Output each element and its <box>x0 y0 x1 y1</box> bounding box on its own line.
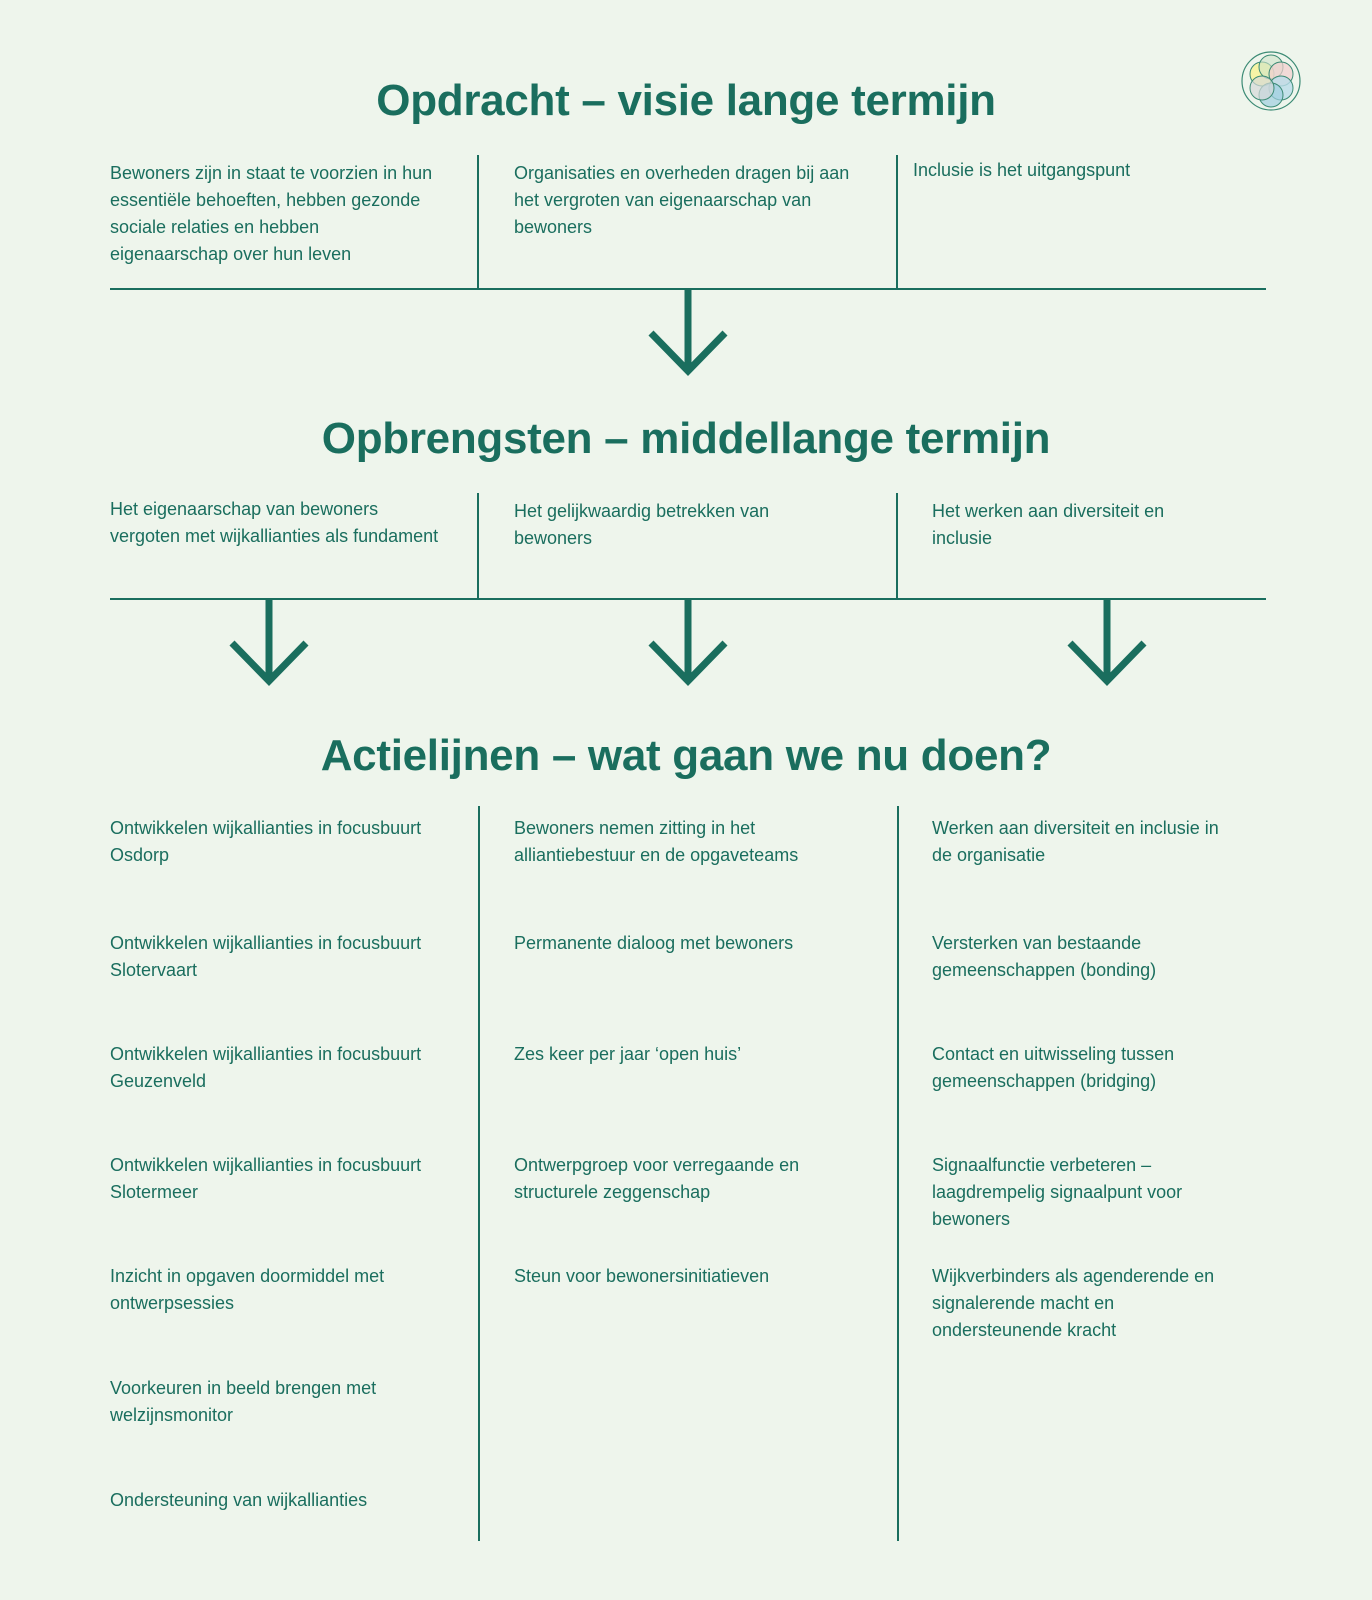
action-item: Ontwikkelen wijkallianties in focusbuurt Osdorp <box>110 818 422 865</box>
column-divider <box>897 806 899 1541</box>
column-divider <box>896 493 898 599</box>
action-item: Zes keer per jaar ‘open huis’ <box>514 1044 742 1064</box>
action-item: Permanente dialoog met bewoners <box>514 933 794 953</box>
action-item: Inzicht in opgaven doormiddel met ontwerpsessies <box>110 1266 385 1313</box>
opdracht-column-3: Inclusie is het uitgangspunt <box>913 160 1131 180</box>
action-item: Wijkverbinders als agenderende en signalerende macht en ondersteunende kracht <box>932 1266 1215 1340</box>
arrow-down-icon <box>1067 599 1147 689</box>
action-item: Ontwikkelen wijkallianties in focusbuurt Geuzenveld <box>110 1044 422 1091</box>
arrow-down-icon <box>648 599 728 689</box>
column-divider <box>477 493 479 599</box>
action-item: Signaalfunctie verbeteren – laagdrempelig signaalpunt voor bewoners <box>932 1155 1183 1229</box>
opdracht-column-1: Bewoners zijn in staat te voorzien in hun essentiële behoeften, hebben gezonde sociale relaties en hebben eigenaarschap over hun leven <box>110 163 433 264</box>
action-item: Versterken van bestaande gemeenschappen (bonding) <box>932 933 1157 980</box>
action-item: Ontwikkelen wijkallianties in focusbuurt Slotermeer <box>110 1155 422 1202</box>
action-item: Bewoners nemen zitting in het alliantiebestuur en de opgaveteams <box>514 818 799 865</box>
arrow-down-icon <box>648 289 728 379</box>
action-item: Steun voor bewonersinitiatieven <box>514 1266 770 1286</box>
section-title-opdracht: Opdracht – visie lange termijn <box>376 76 996 125</box>
opdracht-column-2: Organisaties en overheden dragen bij aan het vergroten van eigenaarschap van bewoners <box>514 163 850 237</box>
action-item: Werken aan diversiteit en inclusie in de organisatie <box>932 818 1219 865</box>
action-item: Voorkeuren in beeld brengen met welzijnsmonitor <box>110 1378 377 1425</box>
action-item: Contact en uitwisseling tussen gemeenschappen (bridging) <box>932 1044 1175 1091</box>
opbrengsten-column-1: Het eigenaarschap van bewoners vergoten met wijkallianties als fundament <box>110 499 439 546</box>
column-divider <box>478 806 480 1541</box>
section-title-opbrengsten: Opbrengsten – middellange termijn <box>321 414 1051 463</box>
column-divider <box>477 155 479 289</box>
action-item: Ontwikkelen wijkallianties in focusbuurt Slotervaart <box>110 933 422 980</box>
column-divider <box>896 155 898 289</box>
action-item: Ondersteuning van wijkallianties <box>110 1490 368 1510</box>
section-title-actielijnen: Actielijnen – wat gaan we nu doen? <box>320 731 1052 780</box>
arrow-down-icon <box>229 599 309 689</box>
action-item: Ontwerpgroep voor verregaande en structurele zeggenschap <box>514 1155 800 1202</box>
opbrengsten-column-2: Het gelijkwaardig betrekken van bewoners <box>514 501 770 548</box>
opbrengsten-column-3: Het werken aan diversiteit en inclusie <box>932 501 1165 548</box>
